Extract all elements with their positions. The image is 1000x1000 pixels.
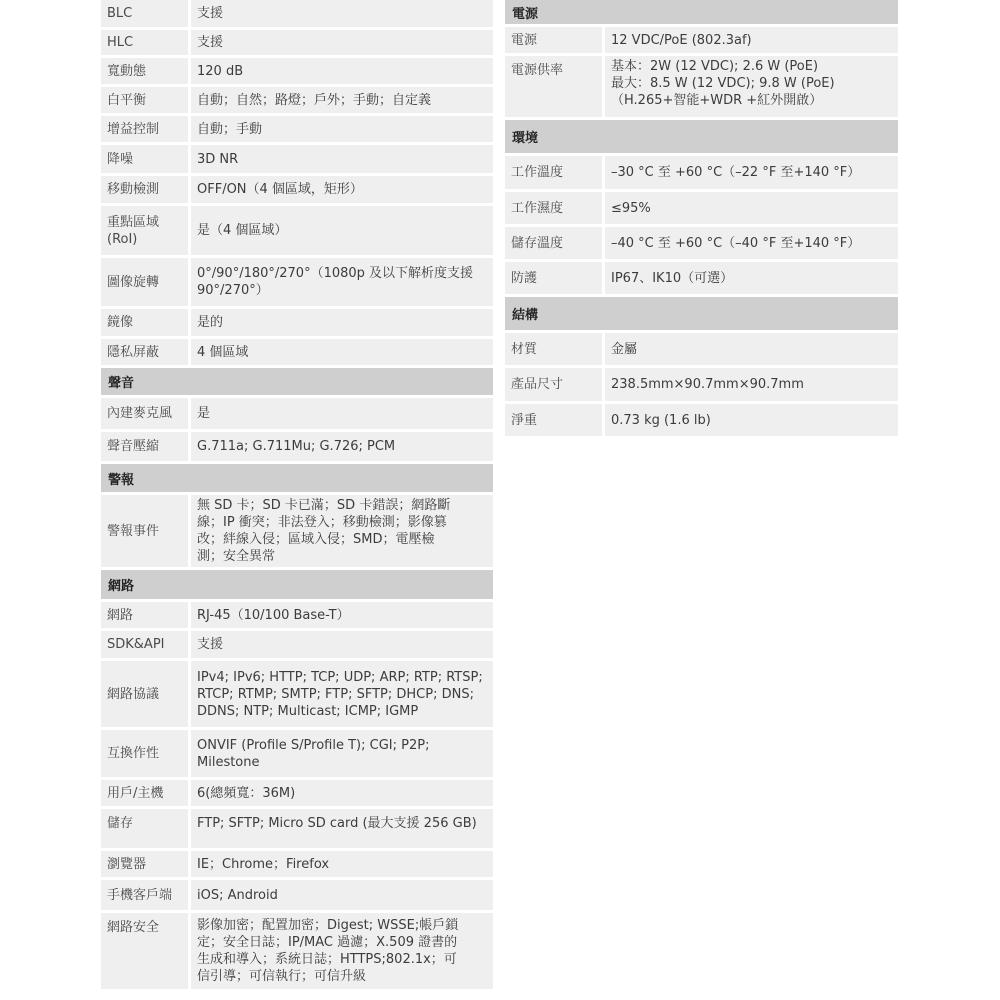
spec-value: iOS; Android <box>191 880 493 910</box>
spec-label: HLC <box>101 30 188 55</box>
spec-value-line: 最大：8.5 W (12 VDC); 9.8 W (PoE) <box>611 76 835 91</box>
spec-label-line: 重點區域 <box>107 214 160 230</box>
spec-label: 圖像旋轉 <box>101 258 188 306</box>
spec-row-gain <box>101 116 493 145</box>
spec-value-line: 生成和導入；系統日誌；HTTPS;802.1x；可 <box>197 952 457 967</box>
spec-value: 支援 <box>191 0 493 27</box>
spec-label: 手機客戶端 <box>101 880 188 910</box>
spec-row-storage-temp <box>505 227 898 262</box>
spec-value: 3D NR <box>191 145 493 173</box>
spec-row-privacy <box>101 339 493 368</box>
spec-row-operating-temp <box>505 156 898 192</box>
section-header-power: 電源 <box>505 0 898 27</box>
spec-label: 內建麥克風 <box>101 398 188 429</box>
spec-label-line: (RoI) <box>107 231 138 247</box>
section-header-audio: 聲音 <box>101 368 493 398</box>
spec-value: FTP; SFTP; Micro SD card (最大支援 256 GB) <box>191 809 493 848</box>
spec-value: –30 °C 至 +60 °C（–22 °F 至+140 °F） <box>605 156 898 189</box>
spec-value: 支援 <box>191 631 493 658</box>
spec-label: SDK&API <box>101 631 188 658</box>
spec-value-line: 無 SD 卡；SD 卡已滿；SD 卡錯誤；網路斷 <box>197 498 451 513</box>
spec-row-rotation <box>101 258 493 309</box>
spec-row-wdr <box>101 58 493 87</box>
section-header-structure: 結構 <box>505 297 898 333</box>
spec-table-right <box>505 0 898 439</box>
spec-value: 12 VDC/PoE (802.3af) <box>605 27 898 53</box>
section-header-alarm: 警報 <box>101 464 493 495</box>
spec-label: 互換作性 <box>101 730 188 777</box>
section-header-environment: 環境 <box>505 120 898 156</box>
spec-label: 淨重 <box>505 404 602 436</box>
spec-value-line: 測；安全異常 <box>197 549 276 564</box>
spec-value <box>191 495 493 567</box>
spec-value <box>191 258 493 306</box>
spec-row-mobile <box>101 880 493 913</box>
spec-label: 儲存溫度 <box>505 227 602 259</box>
spec-row-browser <box>101 851 493 880</box>
spec-label: 鏡像 <box>101 309 188 336</box>
spec-row-white-balance <box>101 87 493 116</box>
spec-row-material <box>505 333 898 368</box>
spec-value: ≤95% <box>605 192 898 224</box>
spec-value <box>605 56 898 117</box>
spec-value <box>191 730 493 777</box>
spec-value: RJ-45（10/100 Base-T） <box>191 602 493 628</box>
spec-value-line: 90°/270°） <box>197 283 269 298</box>
spec-row-sdk <box>101 631 493 661</box>
spec-value <box>191 913 493 989</box>
spec-row-noise-reduction <box>101 145 493 176</box>
spec-label: 隱私屏蔽 <box>101 339 188 365</box>
spec-label: 儲存 <box>101 809 188 848</box>
spec-value: –40 °C 至 +60 °C（–40 °F 至+140 °F） <box>605 227 898 259</box>
spec-row-operating-humidity <box>505 192 898 227</box>
spec-value <box>191 661 493 727</box>
spec-label: 寬動態 <box>101 58 188 84</box>
spec-value: IP67、IK10（可選） <box>605 262 898 294</box>
spec-value-line: 影像加密；配置加密；Digest; WSSE;帳戶鎖 <box>197 918 459 933</box>
spec-value: G.711a; G.711Mu; G.726; PCM <box>191 432 493 461</box>
spec-label: 網路 <box>101 602 188 628</box>
spec-row-network <box>101 602 493 631</box>
spec-value: 120 dB <box>191 58 493 84</box>
spec-table-left <box>101 0 493 992</box>
spec-row-microphone <box>101 398 493 432</box>
spec-row-dimensions <box>505 368 898 404</box>
spec-value: IE；Chrome；Firefox <box>191 851 493 877</box>
spec-value: 是（4 個區域） <box>191 206 493 255</box>
spec-value: 金屬 <box>605 333 898 365</box>
spec-value: 4 個區域 <box>191 339 493 365</box>
spec-value-line: Milestone <box>197 754 260 770</box>
spec-row-blc <box>101 0 493 30</box>
spec-value: 6(總頻寬：36M) <box>191 780 493 806</box>
spec-row-protection <box>505 262 898 297</box>
spec-label: 防護 <box>505 262 602 294</box>
spec-value-line: 定；安全日誌；IP/MAC 過濾；X.509 證書的 <box>197 935 458 950</box>
spec-row-storage <box>101 809 493 851</box>
spec-row-interoperability <box>101 730 493 780</box>
spec-label <box>101 206 188 255</box>
spec-value-line: 線；IP 衝突；非法登入；移動檢測；影像篡 <box>197 515 447 530</box>
spec-value-line: 0°/90°/180°/270°（1080p 及以下解析度支援 <box>197 266 474 281</box>
spec-row-motion <box>101 176 493 206</box>
spec-row-power <box>505 27 898 56</box>
spec-row-mirror <box>101 309 493 339</box>
spec-value: 自動；手動 <box>191 116 493 142</box>
spec-value-line: IPv4; IPv6; HTTP; TCP; UDP; ARP; RTP; RTSP; <box>197 669 483 685</box>
spec-label: 產品尺寸 <box>505 368 602 401</box>
spec-label: 電源供率 <box>505 56 602 117</box>
spec-label: 警報事件 <box>101 495 188 567</box>
spec-row-weight <box>505 404 898 439</box>
spec-label: 移動檢測 <box>101 176 188 203</box>
spec-value: 是的 <box>191 309 493 336</box>
spec-value: 是 <box>191 398 493 429</box>
spec-label: 網路協議 <box>101 661 188 727</box>
spec-value-line: DDNS; NTP; Multicast; ICMP; IGMP <box>197 703 419 719</box>
spec-value-line: 基本：2W (12 VDC); 2.6 W (PoE) <box>611 59 819 74</box>
spec-label: 聲音壓縮 <box>101 432 188 461</box>
spec-value: 0.73 kg (1.6 lb) <box>605 404 898 436</box>
spec-value-line: （H.265+智能+WDR +紅外開啟） <box>611 93 823 108</box>
spec-label: BLC <box>101 0 188 27</box>
spec-value-line: 改；絆線入侵；區域入侵；SMD；電壓檢 <box>197 532 435 547</box>
spec-row-protocols <box>101 661 493 730</box>
spec-label: 增益控制 <box>101 116 188 142</box>
spec-value-line: 信引導；可信執行；可信升級 <box>197 969 367 984</box>
spec-label: 工作溫度 <box>505 156 602 189</box>
spec-value: 238.5mm×90.7mm×90.7mm <box>605 368 898 401</box>
section-header-network: 網路 <box>101 570 493 602</box>
spec-label: 材質 <box>505 333 602 365</box>
spec-value-line: RTCP; RTMP; SMTP; FTP; SFTP; DHCP; DNS; <box>197 686 474 702</box>
spec-row-users <box>101 780 493 809</box>
spec-row-cyber-security <box>101 913 493 992</box>
spec-row-roi <box>101 206 493 258</box>
spec-row-hlc <box>101 30 493 58</box>
spec-label: 白平衡 <box>101 87 188 113</box>
spec-value: 支援 <box>191 30 493 55</box>
spec-label: 瀏覽器 <box>101 851 188 877</box>
spec-label: 網路安全 <box>101 913 188 989</box>
spec-label: 降噪 <box>101 145 188 173</box>
spec-row-audio-codec <box>101 432 493 464</box>
spec-label: 電源 <box>505 27 602 53</box>
spec-value: 自動；自然；路燈；戶外；手動；自定義 <box>191 87 493 113</box>
spec-value-line: ONVIF (Profile S/Profile T); CGI; P2P; <box>197 737 430 753</box>
spec-value: OFF/ON（4 個區域，矩形） <box>191 176 493 203</box>
spec-label: 用戶/主機 <box>101 780 188 806</box>
spec-row-alarm-events <box>101 495 493 570</box>
spec-row-power-consumption <box>505 56 898 120</box>
spec-label: 工作濕度 <box>505 192 602 224</box>
